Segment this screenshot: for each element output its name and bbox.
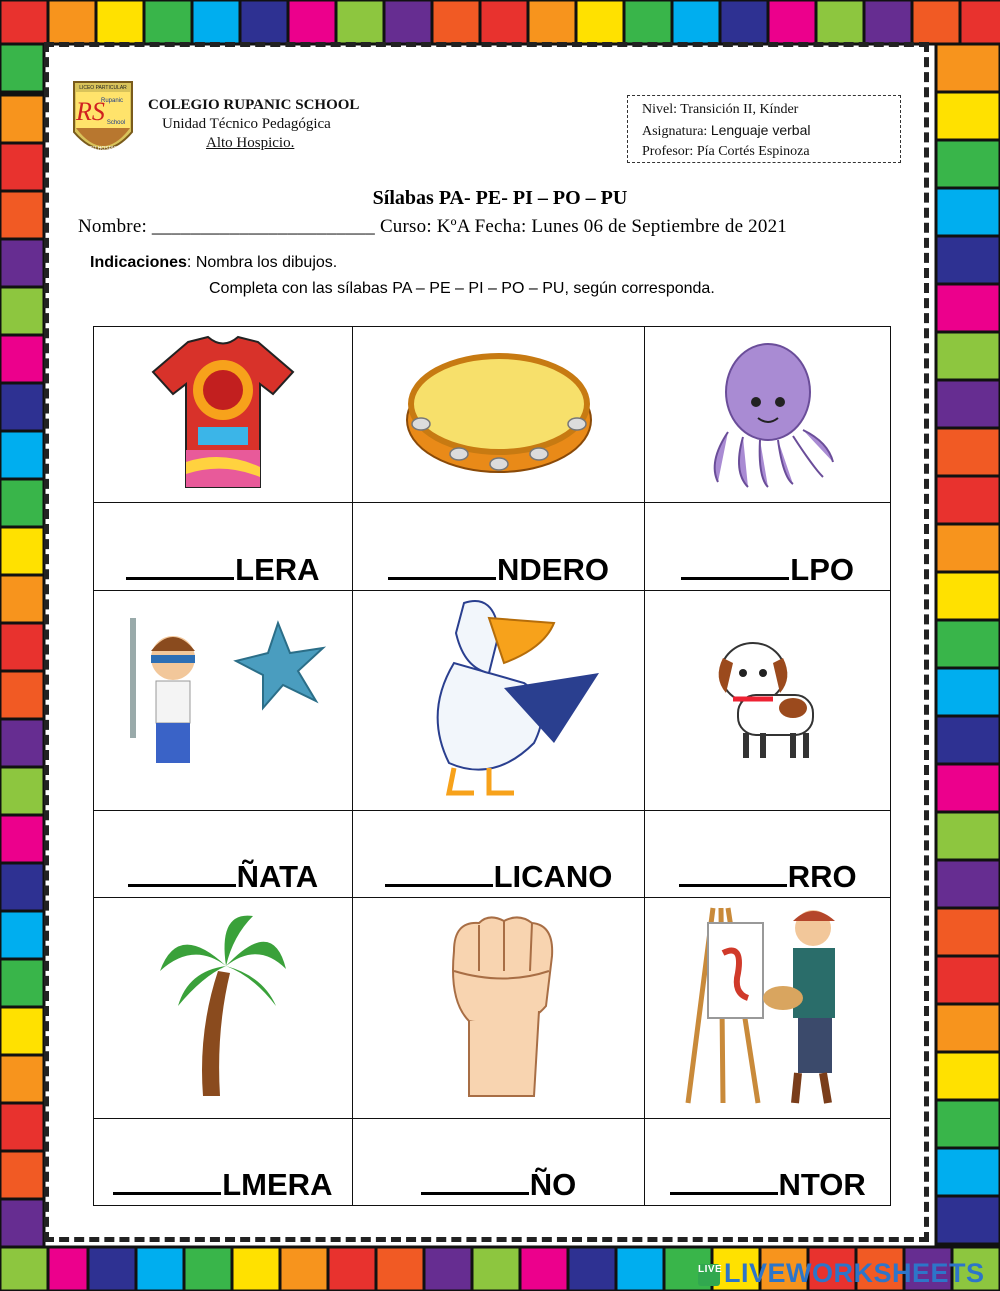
- word-ending: ÑATA: [236, 859, 319, 895]
- border-tile: [136, 1247, 184, 1291]
- syllable-blank[interactable]: [113, 1164, 221, 1195]
- border-tile: [184, 1247, 232, 1291]
- liveworksheets-watermark[interactable]: [698, 1258, 985, 1289]
- syllable-word[interactable]: [126, 549, 319, 590]
- border-tile: [576, 0, 624, 44]
- picture-cell: [94, 327, 353, 503]
- border-tile: [0, 527, 44, 575]
- word-cell: [352, 503, 645, 590]
- student-form-line[interactable]: Nombre: _______________________ Curso: KºA Fecha: Lunes 06 de Septiembre de 2021: [78, 216, 787, 237]
- course-info-box: [627, 95, 901, 163]
- indications-label: Indicaciones: [90, 254, 187, 271]
- border-tile: [472, 1247, 520, 1291]
- border-tile: [568, 1247, 616, 1291]
- border-tile: [720, 0, 768, 44]
- picture-cell: [645, 898, 891, 1119]
- svg-text:RS: RS: [76, 97, 105, 126]
- border-tile: [0, 1199, 44, 1247]
- syllable-word[interactable]: [681, 549, 854, 590]
- border-tile: [936, 1196, 1000, 1244]
- border-tile: [0, 623, 44, 671]
- border-tile: [936, 332, 1000, 380]
- border-tile: [936, 284, 1000, 332]
- fist-icon: [434, 911, 564, 1101]
- syllable-blank[interactable]: [388, 549, 496, 580]
- border-tile: [0, 383, 44, 431]
- border-tile: [816, 0, 864, 44]
- border-tile: [0, 911, 44, 959]
- border-tile: [280, 1247, 328, 1291]
- border-tile: [936, 764, 1000, 812]
- puppy-icon: [708, 633, 828, 763]
- word-row: [94, 503, 891, 590]
- word-ending: RRO: [787, 859, 857, 895]
- watermark-text: LIVEWORKSHEETS: [724, 1258, 985, 1288]
- picture-cell: [352, 898, 645, 1119]
- border-tile: [432, 0, 480, 44]
- border-tile: [520, 1247, 568, 1291]
- border-tile: [0, 479, 44, 527]
- pelican-icon: [394, 593, 604, 803]
- border-tile: [936, 620, 1000, 668]
- word-cell: [94, 503, 353, 590]
- border-tile: [0, 1007, 44, 1055]
- syllable-blank[interactable]: [128, 856, 236, 887]
- asignatura-label: Asignatura:: [642, 124, 708, 139]
- border-tile: [528, 0, 576, 44]
- picture-row: [94, 898, 891, 1119]
- syllable-word[interactable]: [385, 856, 613, 897]
- pinata-icon: [118, 613, 328, 783]
- indications-line1: : Nombra los dibujos.: [186, 254, 338, 271]
- word-cell: [352, 811, 645, 898]
- worksheet-title: Sílabas PA- PE- PI – PO – PU: [372, 187, 628, 209]
- border-tile: [0, 1247, 48, 1291]
- nivel-text: Nivel: Transición II, Kínder: [642, 102, 799, 117]
- picture-cell: [645, 327, 891, 503]
- octopus-icon: [698, 332, 838, 492]
- border-tile: [624, 0, 672, 44]
- border-tile: [936, 1148, 1000, 1196]
- border-tile: [936, 1004, 1000, 1052]
- border-tile: [936, 92, 1000, 140]
- border-tile: [936, 668, 1000, 716]
- word-ending: LPO: [790, 551, 855, 587]
- border-tile: [936, 524, 1000, 572]
- syllable-blank[interactable]: [670, 1164, 778, 1195]
- profesor-text: Profesor: Pía Cortés Espinoza: [642, 144, 810, 159]
- picture-cell: [94, 898, 353, 1119]
- border-tile: [192, 0, 240, 44]
- border-tile: [384, 0, 432, 44]
- syllable-word[interactable]: [113, 1164, 332, 1205]
- exercise-grid: [93, 326, 891, 1206]
- syllable-blank[interactable]: [679, 856, 787, 887]
- border-tile: [376, 1247, 424, 1291]
- logo-text-top: LICEO PARTICULAR: [79, 85, 127, 91]
- border-tile: [936, 44, 1000, 92]
- picture-cell: [94, 590, 353, 811]
- border-tile: [0, 719, 44, 767]
- border-tile: [912, 0, 960, 44]
- school-logo: [72, 80, 134, 166]
- syllable-word[interactable]: [388, 549, 609, 590]
- liveworksheets-logo-icon: LIVE: [698, 1264, 720, 1286]
- word-ending: LICANO: [493, 859, 613, 895]
- picture-row: [94, 327, 891, 503]
- border-tile: [96, 0, 144, 44]
- border-tile: [0, 815, 44, 863]
- border-tile: [936, 380, 1000, 428]
- word-ending: LERA: [235, 551, 320, 587]
- asignatura-line: [642, 120, 900, 142]
- picture-cell: [645, 590, 891, 811]
- border-tile: [936, 956, 1000, 1004]
- syllable-word[interactable]: [128, 856, 319, 897]
- word-cell: [645, 503, 891, 590]
- border-tile: [480, 0, 528, 44]
- word-cell: [94, 811, 353, 898]
- syllable-word[interactable]: [679, 856, 857, 897]
- border-tile: [936, 1052, 1000, 1100]
- picture-row: [94, 590, 891, 811]
- border-tile: [936, 476, 1000, 524]
- word-cell: [645, 811, 891, 898]
- border-tile: [936, 572, 1000, 620]
- syllable-blank[interactable]: [421, 1164, 529, 1195]
- border-tile: [936, 908, 1000, 956]
- word-row: [94, 811, 891, 898]
- border-tile: [0, 0, 48, 44]
- border-tile: [0, 1055, 44, 1103]
- border-tile: [768, 0, 816, 44]
- border-tile: [240, 0, 288, 44]
- border-tile: [0, 95, 44, 143]
- border-tile: [144, 0, 192, 44]
- word-cell: [94, 1118, 353, 1205]
- border-tile: [672, 0, 720, 44]
- school-name: COLEGIO RUPANIC SCHOOL: [148, 97, 360, 113]
- border-tile: [0, 1103, 44, 1151]
- border-tile: [0, 143, 44, 191]
- border-tile: [0, 239, 44, 287]
- border-tile: [328, 1247, 376, 1291]
- school-header: [148, 96, 359, 153]
- word-ending: NTOR: [778, 1167, 866, 1202]
- word-ending: NDERO: [497, 551, 609, 587]
- border-tile: [0, 863, 44, 911]
- border-tile: [936, 716, 1000, 764]
- indications-line2: Completa con las sílabas PA – PE – PI – PO – PU, según corresponda.: [209, 280, 715, 297]
- border-tile: [48, 0, 96, 44]
- word-ending: ÑO: [529, 1167, 577, 1202]
- border-tile: [864, 0, 912, 44]
- indications: [90, 254, 337, 272]
- tambourine-icon: [399, 342, 599, 482]
- border-tile: [960, 0, 1000, 44]
- syllable-word[interactable]: [421, 1164, 577, 1205]
- asignatura-value: Lenguaje verbal: [710, 122, 811, 138]
- border-tile: [0, 287, 44, 335]
- logo-text-rupanic: Rupanic: [100, 98, 124, 104]
- palm-tree-icon: [158, 911, 288, 1101]
- picture-cell: [352, 327, 645, 503]
- word-cell: [352, 1118, 645, 1205]
- school-unit: Unidad Técnico Pedagógica: [162, 116, 331, 132]
- border-tile: [0, 44, 44, 92]
- border-tile: [936, 140, 1000, 188]
- border-tile: [936, 860, 1000, 908]
- t-shirt-icon: [148, 332, 298, 492]
- syllable-blank[interactable]: [385, 856, 493, 887]
- border-tile: [936, 812, 1000, 860]
- school-city: Alto Hospicio.: [206, 135, 295, 151]
- border-tile: [616, 1247, 664, 1291]
- picture-cell: [352, 590, 645, 811]
- border-tile: [936, 1100, 1000, 1148]
- syllable-blank[interactable]: [126, 549, 234, 580]
- border-tile: [0, 575, 44, 623]
- border-tile: [336, 0, 384, 44]
- border-tile: [288, 0, 336, 44]
- logo-text-school: School: [106, 120, 126, 126]
- border-tile: [0, 1151, 44, 1199]
- border-tile: [936, 236, 1000, 284]
- word-ending: LMERA: [222, 1167, 333, 1202]
- border-tile: [0, 431, 44, 479]
- border-tile: [232, 1247, 280, 1291]
- border-tile: [0, 959, 44, 1007]
- border-tile: [0, 335, 44, 383]
- word-cell: [645, 1118, 891, 1205]
- border-tile: [936, 428, 1000, 476]
- border-tile: [0, 671, 44, 719]
- painter-icon: [683, 903, 853, 1108]
- logo-text-bottom: ALTO HOSPICIO: [83, 146, 123, 152]
- border-tile: [88, 1247, 136, 1291]
- border-tile: [0, 767, 44, 815]
- border-tile: [424, 1247, 472, 1291]
- syllable-blank[interactable]: [681, 549, 789, 580]
- word-row: [94, 1118, 891, 1205]
- syllable-word[interactable]: [670, 1164, 866, 1205]
